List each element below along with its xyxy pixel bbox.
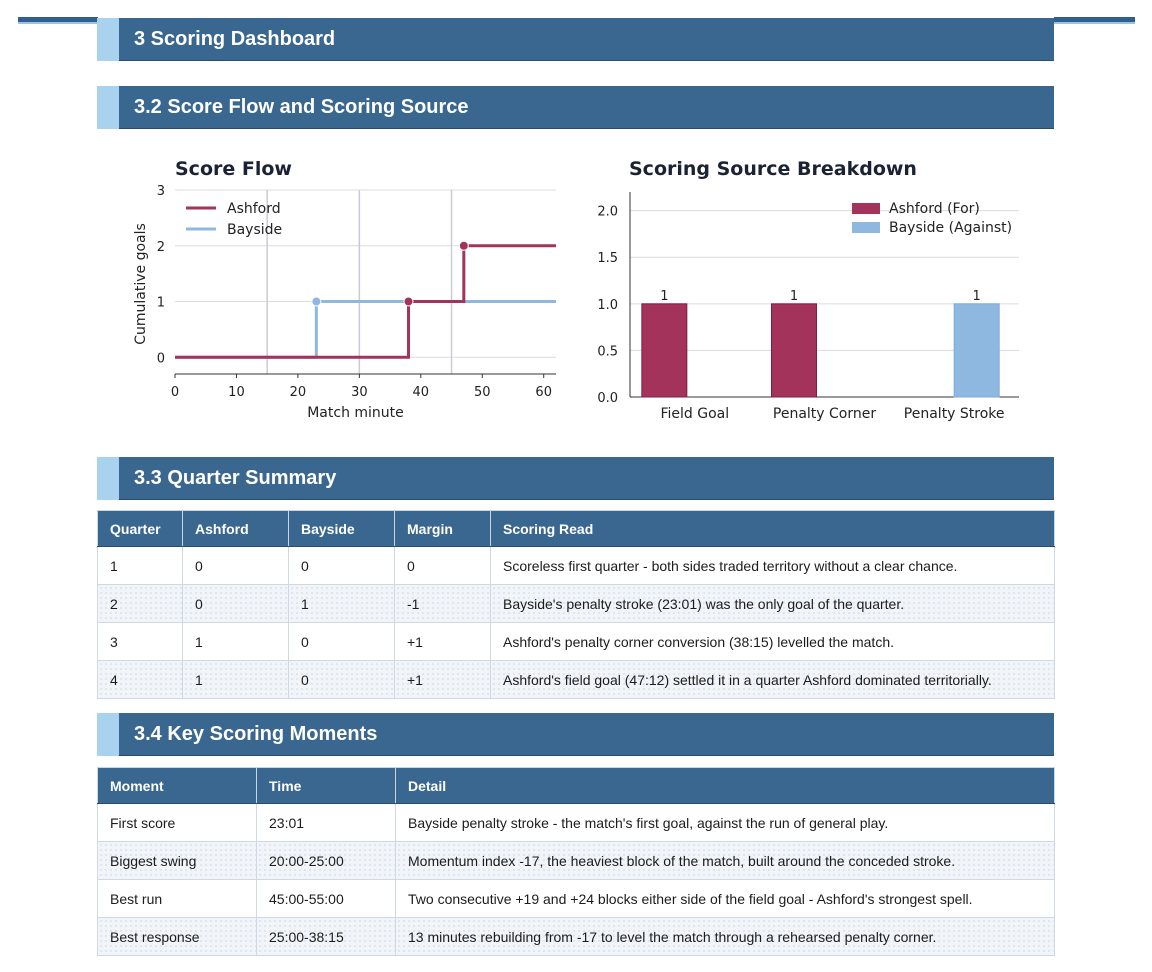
column-header: Time — [257, 768, 396, 804]
top-rule-left — [18, 17, 98, 24]
table-cell: 4 — [98, 661, 183, 699]
x-tick-label: 10 — [228, 385, 245, 400]
column-header: Scoring Read — [491, 511, 1055, 547]
x-tick-label: 20 — [289, 385, 307, 400]
column-header: Bayside — [289, 511, 395, 547]
legend-label: Bayside (Against) — [889, 220, 1013, 236]
bar-data-label: 1 — [972, 288, 981, 304]
x-tick-label: Field Goal — [660, 406, 730, 422]
table-cell: 0 — [183, 547, 289, 585]
column-header: Quarter — [98, 511, 183, 547]
x-tick-label: 40 — [412, 385, 430, 400]
table-cell: 20:00-25:00 — [257, 842, 396, 880]
table-cell: -1 — [395, 585, 491, 623]
table-cell: Momentum index -17, the heaviest block of the match, built around the conceded stroke. — [396, 842, 1055, 880]
table-cell: Ashford's field goal (47:12) settled it in a quarter Ashford dominated territorially. — [491, 661, 1055, 699]
table-cell: 13 minutes rebuilding from -17 to level the match through a rehearsed penalty corner. — [396, 918, 1055, 956]
table-cell: Scoreless first quarter - both sides traded territory without a clear chance. — [491, 547, 1055, 585]
column-header: Detail — [396, 768, 1055, 804]
key-moments-table — [97, 767, 1055, 956]
table-cell: First score — [98, 804, 257, 842]
bar-data-label: 1 — [660, 288, 669, 304]
column-header: Margin — [395, 511, 491, 547]
table-cell: 3 — [98, 623, 183, 661]
bar-data-label: 1 — [789, 288, 799, 304]
table-cell: 23:01 — [257, 804, 396, 842]
table-cell: Bayside penalty stroke - the match's first goal, against the run of general play. — [396, 804, 1055, 842]
scoring-source-chart — [97, 140, 1054, 440]
table-cell: 0 — [289, 623, 395, 661]
y-axis-label: Cumulative goals — [133, 223, 149, 345]
x-tick-label: 30 — [351, 385, 368, 400]
chart-title: Score Flow — [175, 158, 292, 180]
table-header-row — [98, 768, 1055, 804]
table-cell: Biggest swing — [98, 842, 257, 880]
legend-swatch — [852, 203, 880, 214]
x-tick-label: 60 — [535, 385, 552, 400]
table-cell: 45:00-55:00 — [257, 880, 396, 918]
chart-title: Scoring Source Breakdown — [629, 158, 917, 180]
y-tick-label: 3 — [156, 184, 165, 199]
section-header-score-flow — [97, 86, 1054, 129]
x-axis-label: Match minute — [307, 405, 404, 421]
table-cell: +1 — [395, 623, 491, 661]
table-row — [98, 918, 1055, 956]
column-header: Moment — [98, 768, 257, 804]
section-accent-tab — [97, 457, 119, 500]
y-tick-label: 0.5 — [597, 344, 618, 360]
legend-label: Ashford (For) — [889, 201, 980, 217]
x-tick-label: 50 — [473, 385, 491, 400]
column-header: Ashford — [183, 511, 289, 547]
table-cell: Best response — [98, 918, 257, 956]
table-cell: Ashford's penalty corner conversion (38:15) levelled the match. — [491, 623, 1055, 661]
table-row — [98, 804, 1055, 842]
bar-bayside — [954, 304, 999, 397]
section-title: 3.3 Quarter Summary — [119, 457, 1054, 500]
y-tick-label: 1.0 — [597, 297, 618, 313]
y-tick-label: 1 — [156, 295, 165, 311]
legend-label: Ashford — [227, 201, 281, 217]
section-header-key-moments — [97, 713, 1054, 756]
table-cell: 0 — [289, 547, 395, 585]
table-row — [98, 880, 1055, 918]
section-header-quarter-summary — [97, 457, 1054, 500]
section-title: 3.4 Key Scoring Moments — [119, 713, 1054, 756]
table-row — [98, 661, 1055, 699]
table-row — [98, 623, 1055, 661]
table-cell: 0 — [395, 547, 491, 585]
section-accent-tab — [97, 18, 119, 61]
legend-swatch — [852, 222, 880, 233]
table-cell: +1 — [395, 661, 491, 699]
y-tick-label: 1.5 — [597, 251, 618, 267]
x-tick-label: 0 — [170, 385, 180, 400]
section-title: 3.2 Score Flow and Scoring Source — [119, 86, 1054, 129]
table-row — [98, 842, 1055, 880]
bar-ashford — [772, 304, 817, 397]
table-cell: Bayside's penalty stroke (23:01) was the only goal of the quarter. — [491, 585, 1055, 623]
y-tick-label: 2.0 — [597, 204, 618, 220]
table-cell: 1 — [183, 623, 289, 661]
section-accent-tab — [97, 713, 119, 756]
y-tick-label: 2 — [156, 239, 165, 255]
table-cell: 25:00-38:15 — [257, 918, 396, 956]
table-cell: Best run — [98, 880, 257, 918]
x-tick-label: Penalty Stroke — [903, 406, 1005, 422]
x-tick-label: Penalty Corner — [772, 406, 877, 422]
table-cell: 2 — [98, 585, 183, 623]
bar-ashford — [642, 304, 687, 397]
table-cell: Two consecutive +19 and +24 blocks either side of the field goal - Ashford's strongest spell. — [396, 880, 1055, 918]
quarter-summary-table — [97, 510, 1055, 699]
table-row — [98, 585, 1055, 623]
table-row — [98, 547, 1055, 585]
y-tick-label: 0 — [156, 351, 165, 367]
top-rule-right — [1054, 17, 1135, 24]
table-header-row — [98, 511, 1055, 547]
table-cell: 1 — [289, 585, 395, 623]
section-accent-tab — [97, 86, 119, 129]
table-cell: 1 — [183, 661, 289, 699]
table-cell: 0 — [289, 661, 395, 699]
charts-area — [97, 140, 1054, 440]
y-tick-label: 0.0 — [597, 391, 618, 406]
section-header-dashboard — [97, 18, 1054, 61]
table-cell: 1 — [98, 547, 183, 585]
legend-label: Bayside — [227, 222, 283, 238]
table-cell: 0 — [183, 585, 289, 623]
section-title: 3 Scoring Dashboard — [119, 18, 1054, 61]
